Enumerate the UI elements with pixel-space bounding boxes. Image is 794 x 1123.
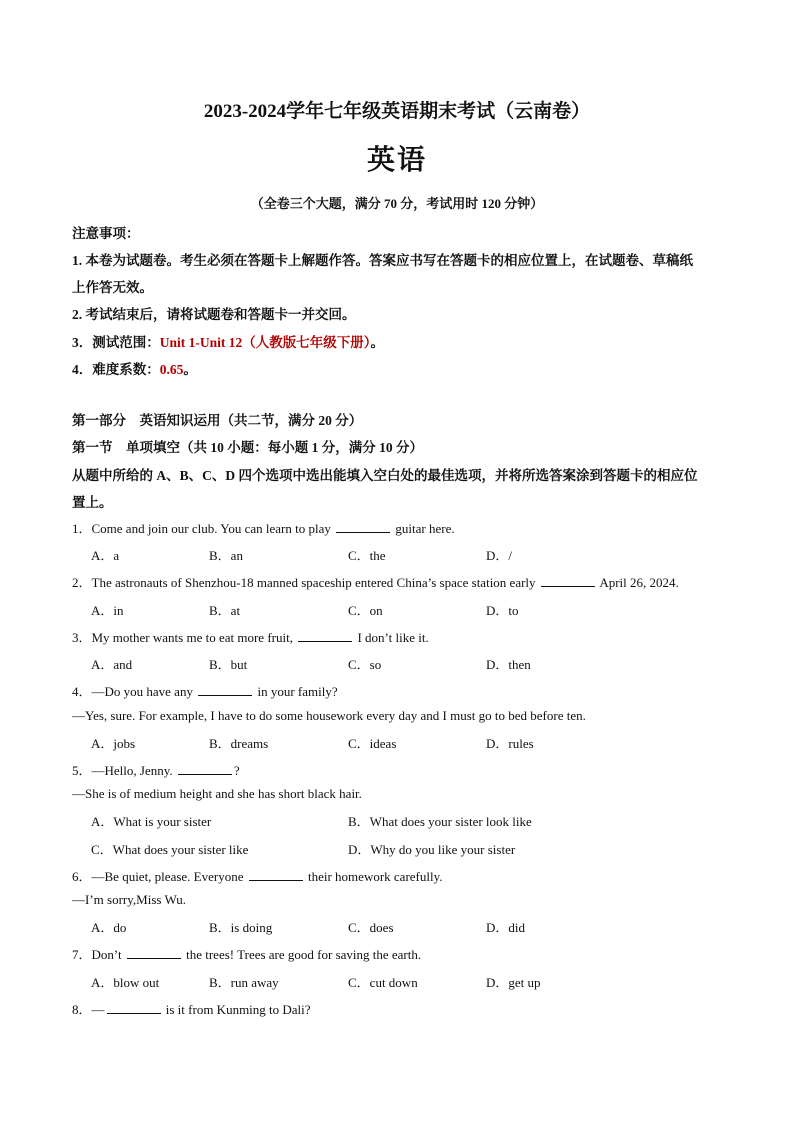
option-b: B．is doing [209, 920, 273, 935]
note-3 [72, 331, 384, 351]
option-d: D．to [486, 603, 519, 618]
answer-blank [178, 762, 232, 775]
note-2: 2. 考试结束后，请将试题卷和答题卡一并交回。 [72, 307, 356, 322]
option-c: C．the [348, 548, 386, 563]
option-b: B．an [209, 548, 243, 563]
notes-heading: 注意事项： [72, 226, 140, 241]
part-heading: 第一部分 英语知识运用（共二节，满分 20 分） [72, 413, 363, 428]
difficulty-value: 0.65 [159, 362, 184, 377]
exam-title: 2023-2024学年七年级英语期末考试（云南卷） [203, 101, 591, 122]
option-c: C．does [348, 920, 394, 935]
note-4-suffix: 。 [183, 362, 197, 377]
note-3-suffix: 。 [370, 335, 385, 350]
question-5: 5．—Hello, Jenny. ? [72, 763, 240, 778]
option-d: D．Why do you like your sister [348, 842, 516, 857]
note-1-line-a: 1. 本卷为试题卷。考生必须在答题卡上解题作答。答案应书写在答题卡的相应位置上，在试题卷、草稿纸 [72, 253, 693, 268]
question-4-reply: —Yes, sure. For example, I have to do some housework every day and I must go to bed before ten. [72, 708, 586, 723]
answer-blank [336, 520, 390, 533]
answer-blank [298, 629, 352, 642]
option-a: A．in [91, 603, 124, 618]
option-b: B．dreams [209, 736, 269, 751]
exam-info: （全卷三个大题，满分 70 分，考试用时 120 分钟） [250, 196, 544, 211]
option-d: D．/ [486, 548, 513, 563]
note-3-prefix: 3．测试范围： [72, 335, 160, 350]
question-8: 8．— is it from Kunming to Dali? [72, 1002, 311, 1017]
note-4 [72, 358, 197, 378]
option-c: C．on [348, 603, 383, 618]
question-3: 3．My mother wants me to eat more fruit, I don’t like it. [72, 630, 429, 645]
question-7: 7．Don’t the trees! Trees are good for saving the earth. [72, 947, 422, 962]
option-d: D．did [486, 920, 526, 935]
answer-blank [249, 868, 303, 881]
option-a: A．do [91, 920, 127, 935]
answer-blank [541, 574, 595, 587]
answer-blank [127, 946, 181, 959]
option-a: A．blow out [91, 975, 160, 990]
option-a: A．jobs [91, 736, 136, 751]
option-b: B．at [209, 603, 241, 618]
answer-blank [198, 683, 252, 696]
section-heading: 第一节 单项填空（共 10 小题：每小题 1 分，满分 10 分） [72, 440, 423, 455]
question-6-reply: —I’m sorry,Miss Wu. [72, 892, 186, 907]
test-range: Unit 1-Unit 12（人教版七年级下册） [159, 335, 371, 350]
option-b: B．What does your sister look like [348, 814, 532, 829]
option-d: D．get up [486, 975, 541, 990]
option-c: C．ideas [348, 736, 397, 751]
subject-title: 英语 [366, 145, 427, 176]
option-c: C．so [348, 657, 382, 672]
option-a: A．What is your sister [91, 814, 212, 829]
question-6: 6．—Be quiet, please. Everyone their homework carefully. [72, 869, 443, 884]
option-c: C．cut down [348, 975, 418, 990]
option-a: A．and [91, 657, 133, 672]
option-d: D．rules [486, 736, 534, 751]
option-d: D．then [486, 657, 531, 672]
note-4-prefix: 4．难度系数： [72, 362, 160, 377]
option-a: A．a [91, 548, 120, 563]
option-b: B．but [209, 657, 248, 672]
instructions-line-b: 置上。 [72, 495, 113, 510]
question-5-reply: —She is of medium height and she has short black hair. [72, 786, 362, 801]
option-b: B．run away [209, 975, 279, 990]
option-c: C．What does your sister like [91, 842, 249, 857]
answer-blank [107, 1001, 161, 1014]
question-2: 2．The astronauts of Shenzhou-18 manned spaceship entered China’s space station early April 26, 2024. [72, 575, 679, 590]
question-1: 1．Come and join our club. You can learn to play guitar here. [72, 521, 455, 536]
note-1-line-b: 上作答无效。 [72, 280, 153, 295]
question-4: 4．—Do you have any in your family? [72, 684, 338, 699]
instructions-line-a: 从题中所给的 A、B、C、D 四个选项中选出能填入空白处的最佳选项，并将所选答案涂到答题卡的相应位 [72, 468, 698, 483]
